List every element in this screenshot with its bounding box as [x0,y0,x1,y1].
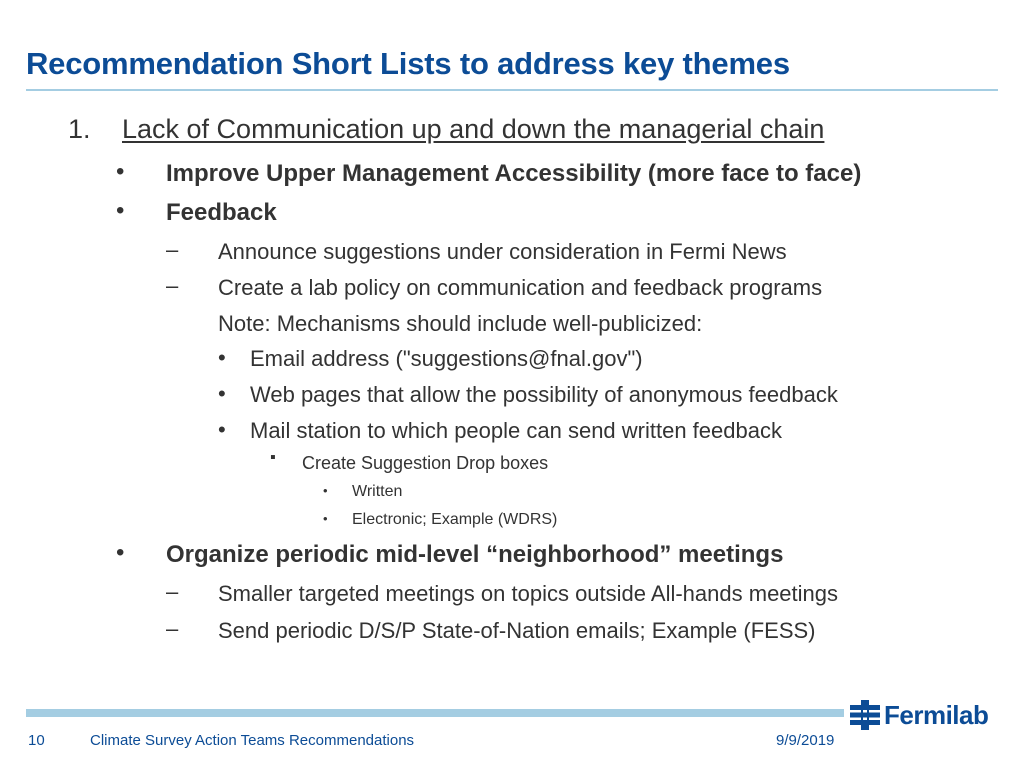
bullet-level2 [166,237,787,265]
bullet-text: Announce suggestions under consideration in Fermi News [218,239,787,264]
square-bullet-marker: ▪ [270,449,276,466]
dash-marker: – [166,237,179,262]
bullet-level5 [323,511,558,529]
bullet-marker: • [218,345,226,370]
fermilab-logo-icon [850,700,880,730]
footer-accent-bar [26,709,844,717]
bullet-text: Create Suggestion Drop boxes [302,453,549,473]
bullet-level1 [116,158,862,188]
bullet-text: Feedback [166,199,277,226]
bullet-level4 [270,449,549,474]
bullet-marker: • [218,417,226,442]
slide-title: Recommendation Short Lists to address key themes [26,46,790,81]
logo-wordmark: Fermilab [884,699,989,730]
bullet-marker: • [116,197,125,224]
bullet-text: Written [352,483,403,500]
note-line [218,311,702,337]
bullet-text: Smaller targeted meetings on topics outside All-hands meetings [218,581,839,606]
main-point-number: 1. [68,114,91,144]
bullet-text: Email address ("suggestions@fnal.gov") [250,346,643,371]
bullet-level5 [323,483,403,501]
bullet-text: Organize periodic mid-level “neighborhood” meetings [166,541,784,568]
bullet-text: Electronic; Example (WDRS) [352,511,558,528]
bullet-level1 [116,197,277,227]
main-point-text: Lack of Communication up and down the managerial chain [122,114,825,144]
bullet-level2 [166,616,816,644]
note-text: Note: Mechanisms should include well-publicized: [218,311,703,336]
bullet-text: Mail station to which people can send written feedback [250,418,782,443]
bullet-marker: • [218,381,226,406]
bullet-marker: • [116,158,125,185]
bullet-marker: • [323,483,328,498]
bullet-text: Improve Upper Management Accessibility (more face to face) [166,160,862,187]
bullet-level3 [218,417,782,444]
presentation-date: 9/9/2019 [776,732,835,749]
bullet-marker: • [116,539,125,566]
bullet-text: Web pages that allow the possibility of anonymous feedback [250,382,838,407]
fermilab-logo [850,697,988,733]
bullet-level3 [218,345,643,372]
bullet-level3 [218,381,838,408]
presentation-title: Climate Survey Action Teams Recommendations [90,732,415,749]
bullet-text: Create a lab policy on communication and feedback programs [218,275,823,300]
bullet-text: Send periodic D/S/P State-of-Nation emails; Example (FESS) [218,618,816,643]
dash-marker: – [166,273,179,298]
title-underline-rule [26,89,998,91]
bullet-level2 [166,273,823,301]
dash-marker: – [166,616,179,641]
dash-marker: – [166,579,179,604]
main-point [68,114,824,145]
bullet-marker: • [323,511,328,526]
bullet-level1 [116,539,784,569]
page-number: 10 [28,732,45,749]
bullet-level2 [166,579,839,607]
